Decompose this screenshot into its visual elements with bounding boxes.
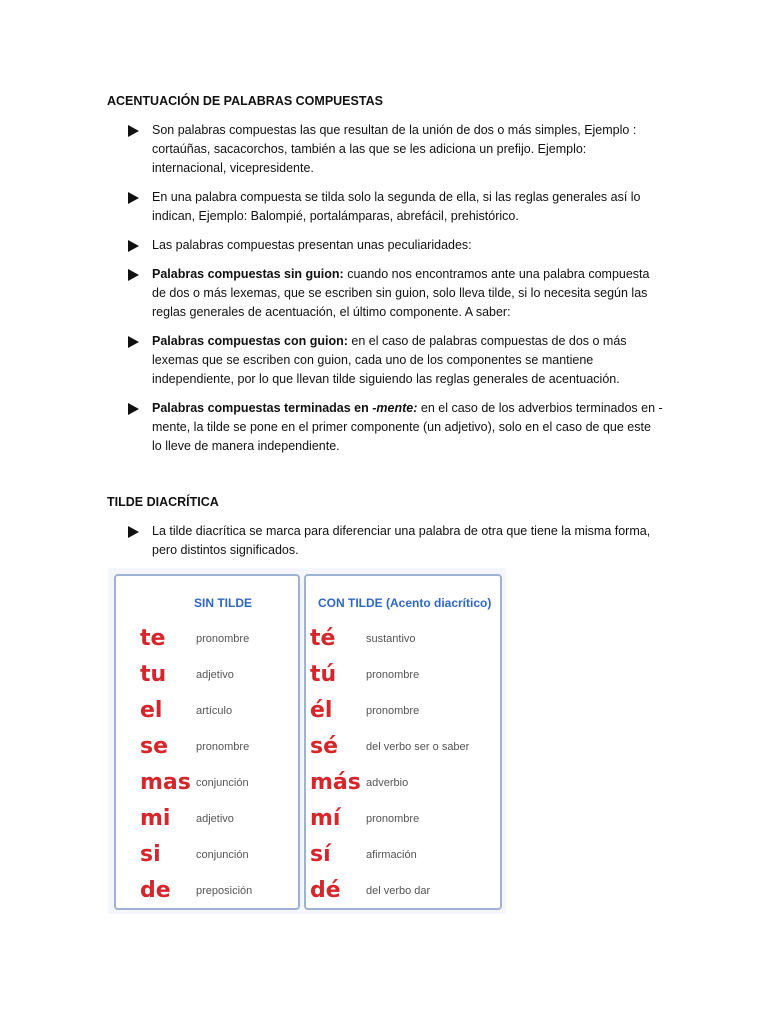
- con-tilde-word-category: pronombre: [366, 813, 420, 825]
- con-tilde-word: mí: [310, 806, 341, 831]
- con-tilde-table-row: [306, 876, 500, 912]
- sin-tilde-word-category: preposición: [196, 885, 253, 897]
- sin-tilde-word: tu: [140, 662, 167, 687]
- arrow-bullet-icon: [128, 125, 139, 137]
- tilde-diacritica-table-image: [108, 568, 506, 914]
- arrow-bullet-icon: [128, 403, 139, 415]
- section-title-diacritica: TILDE DIACRÍTICA: [107, 495, 219, 509]
- sin-tilde-word: si: [140, 842, 161, 867]
- list-item: [128, 522, 664, 560]
- arrow-bullet-icon: [128, 192, 139, 204]
- con-tilde-word-category: adverbio: [366, 777, 409, 789]
- list-item: [128, 399, 664, 456]
- sin-tilde-table-row: [116, 840, 298, 876]
- bullet-text: cuando nos encontramos ante una palabra compuesta de dos o más lexemas, que se escriben sin guion, solo lleva tilde, si lo necesita según las reglas generales de acentuación, el último componente. A saber:: [152, 267, 650, 319]
- sin-tilde-word: se: [140, 734, 169, 759]
- bullet-bold-term: Palabras compuestas sin guion:: [152, 267, 344, 281]
- con-tilde-word-category: pronombre: [366, 669, 420, 681]
- bullet-italic-term: -mente:: [372, 401, 418, 415]
- con-tilde-table-row: [306, 804, 500, 840]
- bullet-text: en el caso de los adverbios terminados en -mente, la tilde se pone en el primer componente (un adjetivo), solo en el caso de que este lo lleve de manera independiente.: [152, 401, 663, 453]
- bullet-list-compuestas: [128, 121, 664, 466]
- bullet-text: Son palabras compuestas las que resultan de la unión de dos o más simples, Ejemplo : cortaúñas, sacacorchos, también a las que se les adiciona un prefijo. Ejemplo: internacional, vicepresidente.: [152, 123, 637, 175]
- sin-tilde-word: mi: [140, 806, 171, 831]
- sin-tilde-table-row: [116, 624, 298, 660]
- sin-tilde-panel: [114, 574, 300, 910]
- con-tilde-word-category: pronombre: [366, 705, 420, 717]
- list-item: [128, 236, 664, 255]
- con-tilde-header: CON TILDE (Acento diacrítico): [318, 596, 492, 610]
- con-tilde-rows: [306, 624, 500, 912]
- con-tilde-word: dé: [310, 878, 341, 903]
- sin-tilde-table-row: [116, 768, 298, 804]
- con-tilde-word: té: [310, 626, 336, 651]
- arrow-bullet-icon: [128, 526, 139, 538]
- bullet-text: en el caso de palabras compuestas de dos o más lexemas que se escriben con guion, cada uno de los componentes se mantiene independiente, por lo que llevan tilde siguiendo las reglas generales de acentuación.: [152, 334, 627, 386]
- sin-tilde-word: mas: [140, 770, 191, 795]
- con-tilde-table-row: [306, 732, 500, 768]
- sin-tilde-word-category: pronombre: [196, 633, 250, 645]
- sin-tilde-table-row: [116, 732, 298, 768]
- sin-tilde-word: te: [140, 626, 166, 651]
- list-item: [128, 265, 664, 322]
- sin-tilde-word: el: [140, 698, 163, 723]
- bullet-text: La tilde diacrítica se marca para diferenciar una palabra de otra que tiene la misma forma, pero distintos significados.: [152, 524, 651, 557]
- sin-tilde-word-category: artículo: [196, 705, 233, 717]
- con-tilde-table-row: [306, 624, 500, 660]
- sin-tilde-header: SIN TILDE: [194, 596, 253, 610]
- sin-tilde-table-row: [116, 876, 298, 912]
- section-title-compuestas: ACENTUACIÓN DE PALABRAS COMPUESTAS: [107, 94, 383, 108]
- list-item: [128, 121, 664, 178]
- sin-tilde-word: de: [140, 878, 171, 903]
- arrow-bullet-icon: [128, 336, 139, 348]
- sin-tilde-table-row: [116, 660, 298, 696]
- con-tilde-word-category: afirmación: [366, 849, 417, 861]
- bullet-list-diacritica: [128, 522, 664, 570]
- con-tilde-word: tú: [310, 662, 337, 687]
- bullet-bold-term: Palabras compuestas con guion:: [152, 334, 348, 348]
- sin-tilde-word-category: pronombre: [196, 741, 250, 753]
- list-item: [128, 188, 664, 226]
- arrow-bullet-icon: [128, 269, 139, 281]
- con-tilde-word: él: [310, 698, 333, 723]
- sin-tilde-rows: [116, 624, 298, 912]
- con-tilde-word-category: sustantivo: [366, 633, 416, 645]
- con-tilde-table-row: [306, 660, 500, 696]
- sin-tilde-word-category: adjetivo: [196, 813, 234, 825]
- sin-tilde-word-category: conjunción: [196, 849, 249, 861]
- sin-tilde-word-category: adjetivo: [196, 669, 234, 681]
- con-tilde-table-row: [306, 768, 500, 804]
- con-tilde-table-row: [306, 840, 500, 876]
- bullet-text: Las palabras compuestas presentan unas peculiaridades:: [152, 238, 472, 252]
- con-tilde-panel: [304, 574, 502, 910]
- con-tilde-word-category: del verbo dar: [366, 885, 431, 897]
- bullet-bold-term: Palabras compuestas terminadas en: [152, 401, 373, 415]
- con-tilde-word: más: [310, 770, 361, 795]
- con-tilde-word: sé: [310, 734, 339, 759]
- bullet-text: En una palabra compuesta se tilda solo la segunda de ella, si las reglas generales así lo indican, Ejemplo: Balompié, portalámparas, abrefácil, prehistórico.: [152, 190, 641, 223]
- arrow-bullet-icon: [128, 240, 139, 252]
- con-tilde-word-category: del verbo ser o saber: [366, 741, 470, 753]
- con-tilde-table-row: [306, 696, 500, 732]
- list-item: [128, 332, 664, 389]
- sin-tilde-table-row: [116, 804, 298, 840]
- sin-tilde-table-row: [116, 696, 298, 732]
- con-tilde-word: sí: [310, 842, 331, 867]
- sin-tilde-word-category: conjunción: [196, 777, 249, 789]
